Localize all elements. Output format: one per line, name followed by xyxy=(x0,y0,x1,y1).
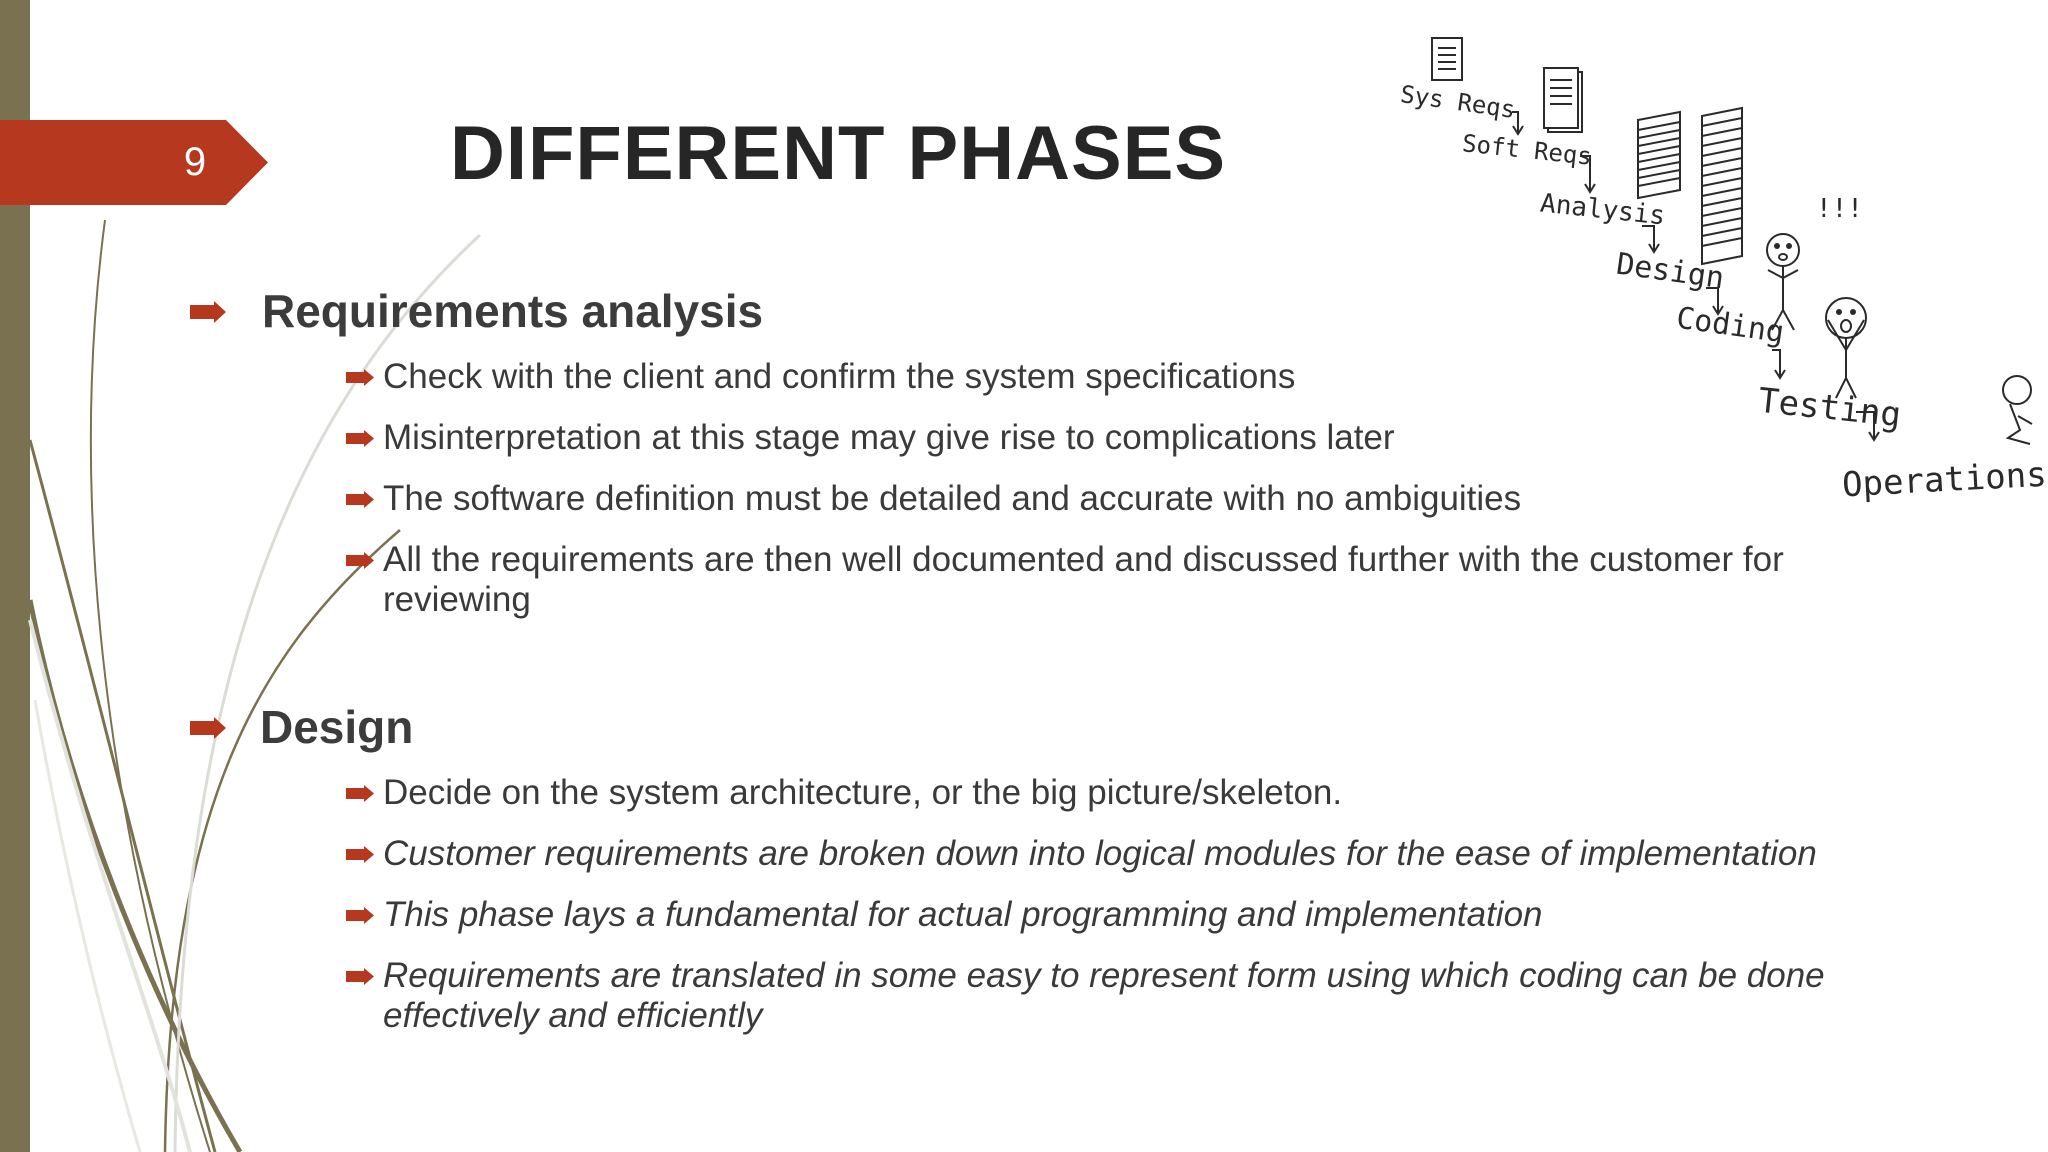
bullet-text: Requirements are translated in some easy to represent form using which coding can be done effectively and efficiently xyxy=(383,956,1825,1035)
arrow-bullet-icon xyxy=(346,907,374,924)
bullet-item xyxy=(346,357,1906,397)
sketch-label-design: Design xyxy=(1614,246,1727,297)
tall-paper-stack-icon xyxy=(1702,108,1742,264)
bullet-text: This phase lays a fundamental for actual programming and implementation xyxy=(383,895,1543,934)
bullet-item xyxy=(346,479,1906,519)
bullet-text: Decide on the system architecture, or the big picture/skeleton. xyxy=(383,773,1343,812)
sketch-label-operations: Operations xyxy=(1841,454,2048,506)
section-heading: Requirements analysis xyxy=(262,285,764,337)
bullet-item xyxy=(346,895,1906,935)
slide-number: 9 xyxy=(183,140,207,184)
bullet-text: Misinterpretation at this stage may give rise to complications later xyxy=(383,418,1395,457)
bullet-text: The software definition must be detailed and accurate with no ambiguities xyxy=(383,479,1522,518)
arrow-bullet-icon xyxy=(190,301,226,323)
sketch-label-sys-reqs: Sys Reqs xyxy=(1398,80,1517,124)
arrow-bullet-icon xyxy=(346,369,374,386)
bullet-item xyxy=(346,956,1906,1036)
paper-stack-icon xyxy=(1638,112,1680,198)
bullet-item xyxy=(346,540,1906,620)
crouching-figure-icon xyxy=(2003,376,2032,444)
arrow-bullet-icon xyxy=(346,430,374,447)
arrow-bullet-icon xyxy=(346,846,374,863)
document-stack-icon xyxy=(1544,68,1582,132)
arrow-bullet-icon xyxy=(190,717,226,739)
bullet-text: Check with the client and confirm the system specifications xyxy=(383,357,1296,396)
sketch-label-testing: Testing xyxy=(1756,380,1903,436)
arrow-bullet-icon xyxy=(346,968,374,985)
bullet-list xyxy=(346,773,1906,1057)
sketch-label-coding: Coding xyxy=(1674,300,1787,351)
section-design xyxy=(190,697,1910,1035)
bullet-item xyxy=(346,418,1906,458)
document-icon xyxy=(1432,38,1462,80)
bullet-text: Customer requirements are broken down into logical modules for the ease of implementation xyxy=(383,834,1817,873)
arrow-bullet-icon xyxy=(346,785,374,802)
arrow-bullet-icon xyxy=(346,552,374,569)
section-heading: Design xyxy=(260,701,414,753)
bullet-text: All the requirements are then well documented and discussed further with the customer for reviewing xyxy=(383,540,1784,619)
bullet-item xyxy=(346,834,1906,874)
bullet-list xyxy=(346,357,1906,641)
bullet-item xyxy=(346,773,1906,813)
slide-number-banner xyxy=(0,120,268,205)
arrow-bullet-icon xyxy=(346,491,374,508)
sketch-label-soft-reqs: Soft Reqs xyxy=(1460,129,1594,171)
slide-title: DIFFERENT PHASES xyxy=(450,111,1227,196)
sketch-label-exclamation: !!! xyxy=(1816,194,1863,224)
sketch-label-analysis: Analysis xyxy=(1538,188,1667,232)
